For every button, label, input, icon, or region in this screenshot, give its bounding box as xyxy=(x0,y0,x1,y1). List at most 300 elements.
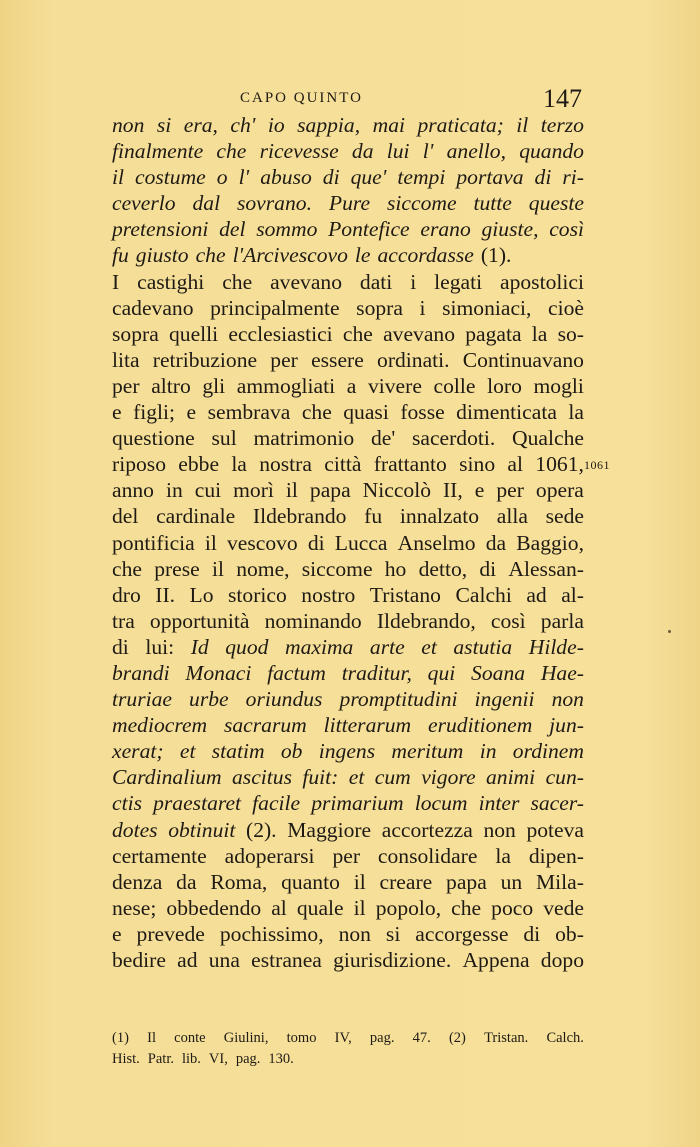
word: dopo xyxy=(540,948,584,972)
text-line xyxy=(112,634,584,660)
word: fuit: xyxy=(302,765,339,790)
word: matrimonio xyxy=(253,426,355,451)
word: prese xyxy=(154,556,200,581)
word: legati xyxy=(434,269,483,294)
text-line xyxy=(112,947,584,973)
word: tra xyxy=(112,608,135,633)
word: (2) xyxy=(448,1030,466,1046)
word: storico xyxy=(228,582,287,607)
word: finalmente xyxy=(112,139,204,164)
word: dotes xyxy=(112,817,158,842)
word: Niccolò xyxy=(362,478,431,503)
word: al- xyxy=(561,582,584,607)
word: giurisdizione. xyxy=(333,948,452,972)
word: sacrarum xyxy=(223,713,307,738)
text-line xyxy=(112,112,584,138)
word: era, xyxy=(183,113,218,137)
word: sopra xyxy=(112,321,159,346)
word: ad xyxy=(177,948,198,972)
word: ricevesse xyxy=(259,139,339,164)
word: poco xyxy=(491,895,534,920)
word: così xyxy=(549,217,584,242)
word: Alessan- xyxy=(508,556,584,581)
word: di xyxy=(534,165,552,190)
word: nostro xyxy=(301,582,356,607)
word: cadevano xyxy=(112,295,194,320)
word: estranea xyxy=(251,948,322,972)
word: si xyxy=(156,113,172,137)
word: per xyxy=(270,347,298,372)
word: ri- xyxy=(562,165,584,190)
running-title: CAPO QUINTO xyxy=(240,90,363,106)
word: e xyxy=(186,400,197,425)
word: di xyxy=(322,165,340,190)
word: figli; xyxy=(133,400,176,425)
word: ho xyxy=(384,556,407,581)
word: factum xyxy=(267,660,326,685)
word: statim xyxy=(211,739,265,764)
word: detto, xyxy=(418,556,468,581)
word: denza xyxy=(112,869,163,894)
word: oriundus xyxy=(245,687,323,712)
text-line xyxy=(112,608,584,634)
text-line xyxy=(112,921,584,947)
text-line xyxy=(112,242,584,268)
word: costume xyxy=(135,165,206,190)
word: riposo xyxy=(112,452,166,477)
word: che xyxy=(342,321,373,346)
footnote-line xyxy=(112,1028,584,1049)
word: lib. xyxy=(181,1051,201,1067)
word: mai xyxy=(372,113,405,137)
word: da xyxy=(351,139,374,164)
word: I xyxy=(112,269,120,294)
word: Mila- xyxy=(535,869,584,894)
word: sul xyxy=(211,426,237,451)
word: jun- xyxy=(549,713,584,738)
word: Hilde- xyxy=(528,634,584,659)
word: cardinale xyxy=(156,504,236,529)
word: 130. xyxy=(268,1051,294,1067)
word: l' xyxy=(238,165,250,190)
word: e xyxy=(112,921,122,946)
word: simoniaci, xyxy=(442,295,532,320)
word: papa xyxy=(446,869,487,894)
text-line xyxy=(112,869,584,895)
word: mogli xyxy=(533,373,584,398)
text-line xyxy=(112,190,584,216)
word: frattanto xyxy=(373,452,447,477)
word: creare xyxy=(379,869,433,894)
text-line xyxy=(112,582,584,608)
word: (1). xyxy=(480,243,512,268)
word: vivere xyxy=(367,373,422,398)
word: pontificia xyxy=(112,530,195,555)
word: eruditionem xyxy=(427,713,533,738)
word: sembrava xyxy=(207,400,291,425)
word: Patr. xyxy=(147,1051,174,1067)
word: prevede xyxy=(136,921,205,946)
word: II. xyxy=(155,582,176,607)
word: portava xyxy=(456,165,524,190)
word: Ildebrando xyxy=(252,504,347,529)
word: colle xyxy=(433,373,476,398)
word: la xyxy=(495,843,511,868)
word: ordinem xyxy=(512,739,584,764)
word: Tristano xyxy=(369,582,441,607)
word: anno xyxy=(112,478,154,503)
word: maxima xyxy=(284,634,354,659)
word: fosse xyxy=(400,400,445,425)
word: ob xyxy=(280,739,303,764)
word: queste xyxy=(528,191,584,216)
word: quelli xyxy=(168,321,219,346)
word: terzo xyxy=(540,113,584,137)
word: Soana xyxy=(471,660,526,685)
word: accorgesse xyxy=(415,921,509,946)
word: nese; xyxy=(112,895,157,920)
word: truriae xyxy=(112,687,172,712)
word: pag. xyxy=(235,1051,261,1067)
word: loro xyxy=(487,373,522,398)
word: alla xyxy=(496,504,528,529)
text-line xyxy=(112,738,584,764)
word: quando xyxy=(519,139,584,164)
word: popolo, xyxy=(375,895,442,920)
word: primarium xyxy=(311,791,404,816)
word: sopra xyxy=(356,295,403,320)
word: per xyxy=(112,373,140,398)
word: tempi xyxy=(397,165,446,190)
word: locum xyxy=(414,791,468,816)
word: obbedendo xyxy=(166,895,262,920)
word: i xyxy=(410,269,417,294)
word: Il xyxy=(147,1030,156,1046)
word: ad xyxy=(526,582,547,607)
word: IV, xyxy=(334,1030,352,1046)
word: dimenticata xyxy=(456,400,557,425)
word: et xyxy=(179,739,196,764)
word: castighi xyxy=(137,269,205,294)
word: promptitudini xyxy=(339,687,458,712)
word: l' xyxy=(422,139,434,164)
word: Ildebrando, xyxy=(376,608,476,633)
word: pagata xyxy=(465,321,522,346)
word: sappia, xyxy=(297,113,361,137)
word: Calchi xyxy=(455,582,512,607)
word: del xyxy=(219,217,246,242)
word: morì xyxy=(233,478,274,503)
text-line xyxy=(112,138,584,164)
word: giusto xyxy=(135,243,189,268)
word: ordinati. xyxy=(377,347,450,372)
word: et xyxy=(348,765,365,790)
text-line xyxy=(112,164,584,190)
word: inter xyxy=(478,791,520,816)
word: Hist. xyxy=(112,1051,140,1067)
word: ecclesiastici xyxy=(228,321,333,346)
word: accortezza xyxy=(381,817,473,842)
word: altro xyxy=(151,373,191,398)
word: Lo xyxy=(189,582,214,607)
word: retribuzione xyxy=(152,347,258,372)
word: dal xyxy=(192,191,221,216)
word: Pontefice xyxy=(328,217,410,242)
word: Hae- xyxy=(540,660,584,685)
word: ammogliati xyxy=(236,373,336,398)
word: che xyxy=(112,556,142,581)
word: avevano xyxy=(383,321,456,346)
word: il xyxy=(353,869,366,894)
word: il xyxy=(204,530,217,555)
word: que' xyxy=(350,165,387,190)
word: dati xyxy=(359,269,393,294)
page-header xyxy=(112,84,582,114)
word: questione xyxy=(112,426,195,451)
word: mediocrem xyxy=(112,713,208,738)
text-line xyxy=(112,216,584,242)
word: lui: xyxy=(145,634,175,659)
word: io xyxy=(267,113,285,137)
word: Giulini, xyxy=(223,1030,269,1046)
word: pochissimo, xyxy=(219,921,324,946)
margin-year-note: 1061 xyxy=(584,458,610,472)
word: e xyxy=(112,400,122,425)
word: città xyxy=(324,452,362,477)
word: giuste, xyxy=(481,217,539,242)
word: il xyxy=(285,478,298,503)
word: lita xyxy=(112,347,140,372)
word: anello, xyxy=(446,139,506,164)
word: cum xyxy=(374,765,411,790)
word: Tristan. xyxy=(484,1030,529,1046)
word: il xyxy=(112,165,124,190)
word: animi xyxy=(485,765,536,790)
word: facile xyxy=(252,791,301,816)
word: ctis xyxy=(112,791,142,816)
word: principalmente xyxy=(210,295,340,320)
word: avevano xyxy=(270,269,343,294)
word: che xyxy=(216,139,247,164)
body-text xyxy=(112,112,584,973)
word: da xyxy=(485,530,507,555)
text-line xyxy=(112,790,584,816)
word: non xyxy=(338,921,371,946)
word: arte xyxy=(369,634,405,659)
word: tomo xyxy=(286,1030,317,1046)
word: astutia xyxy=(453,634,513,659)
word: il xyxy=(516,113,529,137)
word: Baggio, xyxy=(516,530,584,555)
word: o xyxy=(216,165,228,190)
word: essere xyxy=(311,347,364,372)
word: abuso xyxy=(260,165,312,190)
word: che xyxy=(222,269,253,294)
word: Calch. xyxy=(546,1030,584,1046)
word: 47. xyxy=(412,1030,431,1046)
word: quasi xyxy=(343,400,389,425)
word: una xyxy=(208,948,240,972)
word: quod xyxy=(225,634,269,659)
word: erano xyxy=(420,217,471,242)
word: non xyxy=(112,113,145,137)
text-line xyxy=(112,686,584,712)
word: il xyxy=(211,556,224,581)
text-line xyxy=(112,425,584,451)
word: Maggiore xyxy=(287,817,372,842)
word: et xyxy=(421,634,437,659)
word: opportunità xyxy=(149,608,250,633)
text-line xyxy=(112,347,584,373)
word: non xyxy=(551,687,584,712)
word: sovrano. xyxy=(236,191,312,216)
word: Pure xyxy=(328,191,371,216)
word: di xyxy=(479,556,497,581)
word: che xyxy=(301,400,332,425)
word: la xyxy=(568,400,584,425)
footnote-line xyxy=(112,1049,584,1070)
word: (1) xyxy=(112,1030,129,1046)
word: nostra xyxy=(259,452,312,477)
word: per xyxy=(496,478,524,503)
word: Monaci xyxy=(185,660,252,685)
word: bedire xyxy=(112,948,166,972)
word: del xyxy=(112,504,139,529)
word: obtinuit xyxy=(168,817,236,842)
word: la xyxy=(531,321,548,346)
word: so- xyxy=(557,321,584,346)
word: non xyxy=(483,817,516,842)
text-line xyxy=(112,295,584,321)
word: il xyxy=(353,895,366,920)
word: Continuavano xyxy=(462,347,584,372)
word: sede xyxy=(545,504,584,529)
word: al xyxy=(271,895,287,920)
word: in xyxy=(479,739,497,764)
text-line xyxy=(112,451,584,477)
word: le xyxy=(354,243,371,268)
word: fu xyxy=(112,243,129,268)
word: vede xyxy=(543,895,584,920)
word: xerat; xyxy=(112,739,164,764)
word: quale xyxy=(296,895,344,920)
word: praestaret xyxy=(153,791,242,816)
text-line xyxy=(112,843,584,869)
word: Cardinalium xyxy=(112,765,222,790)
word: Roma, xyxy=(210,869,268,894)
word: Anselmo xyxy=(397,530,476,555)
word: in xyxy=(165,478,183,503)
word: che xyxy=(451,895,482,920)
word: ingenii xyxy=(474,687,535,712)
word: ebbe xyxy=(178,452,220,477)
word: ch' xyxy=(230,113,256,137)
word: di xyxy=(523,921,541,946)
word: VI, xyxy=(208,1051,228,1067)
word: opera xyxy=(535,478,584,503)
word: papa xyxy=(309,478,351,503)
word: cioè xyxy=(548,295,584,320)
word: nominando xyxy=(264,608,362,633)
text-line xyxy=(112,660,584,686)
page-number: 147 xyxy=(543,84,582,113)
word: nome, xyxy=(236,556,290,581)
word: fu xyxy=(364,504,383,529)
text-line xyxy=(112,503,584,529)
word: certamente xyxy=(112,843,207,868)
text-line xyxy=(112,269,584,295)
word: consolidare xyxy=(377,843,478,868)
word: di xyxy=(112,634,129,659)
text-line xyxy=(112,712,584,738)
text-line xyxy=(112,399,584,425)
text-line xyxy=(112,477,584,503)
word: siccome xyxy=(301,556,373,581)
word: che xyxy=(195,243,226,268)
word: l'Arcivescovo xyxy=(232,243,348,268)
footnotes xyxy=(112,1028,584,1070)
word: vigore xyxy=(421,765,476,790)
word: accordasse xyxy=(377,243,474,268)
word: di xyxy=(307,530,325,555)
word: parla xyxy=(540,608,584,633)
text-line xyxy=(112,373,584,399)
text-line xyxy=(112,895,584,921)
word: ceverlo xyxy=(112,191,176,216)
word: ascitus xyxy=(232,765,292,790)
word: ob- xyxy=(555,921,584,946)
word: apostolici xyxy=(500,269,584,294)
word: per xyxy=(332,843,361,868)
word: gli xyxy=(202,373,226,398)
word: i xyxy=(419,295,426,320)
word: Id xyxy=(190,634,209,659)
word: cun- xyxy=(545,765,584,790)
word: sacer- xyxy=(530,791,584,816)
word: sacerdoti. xyxy=(411,426,496,451)
text-line xyxy=(112,817,584,843)
word: si xyxy=(385,921,401,946)
word: litterarum xyxy=(323,713,412,738)
word: ingens xyxy=(318,739,376,764)
text-line xyxy=(112,556,584,582)
word: innalzato xyxy=(399,504,480,529)
word: conte xyxy=(174,1030,206,1046)
word: sino xyxy=(459,452,496,477)
word: vescovo xyxy=(226,530,298,555)
word: cui xyxy=(194,478,222,503)
word: da xyxy=(176,869,197,894)
paper-speck xyxy=(668,630,671,633)
word: al xyxy=(507,452,524,477)
word: (2). xyxy=(246,817,277,842)
word: siccome xyxy=(387,191,457,216)
word: pag. xyxy=(369,1030,395,1046)
word: a xyxy=(346,373,357,398)
text-line xyxy=(112,530,584,556)
word: praticata; xyxy=(417,113,504,137)
word: poteva xyxy=(526,817,584,842)
text-line xyxy=(112,321,584,347)
word: tutte xyxy=(473,191,512,216)
word: II, xyxy=(442,478,463,503)
word: e xyxy=(474,478,485,503)
word: Appena xyxy=(462,948,530,972)
word: traditur, xyxy=(341,660,412,685)
text-line xyxy=(112,764,584,790)
word: un xyxy=(500,869,523,894)
word: così xyxy=(490,608,526,633)
